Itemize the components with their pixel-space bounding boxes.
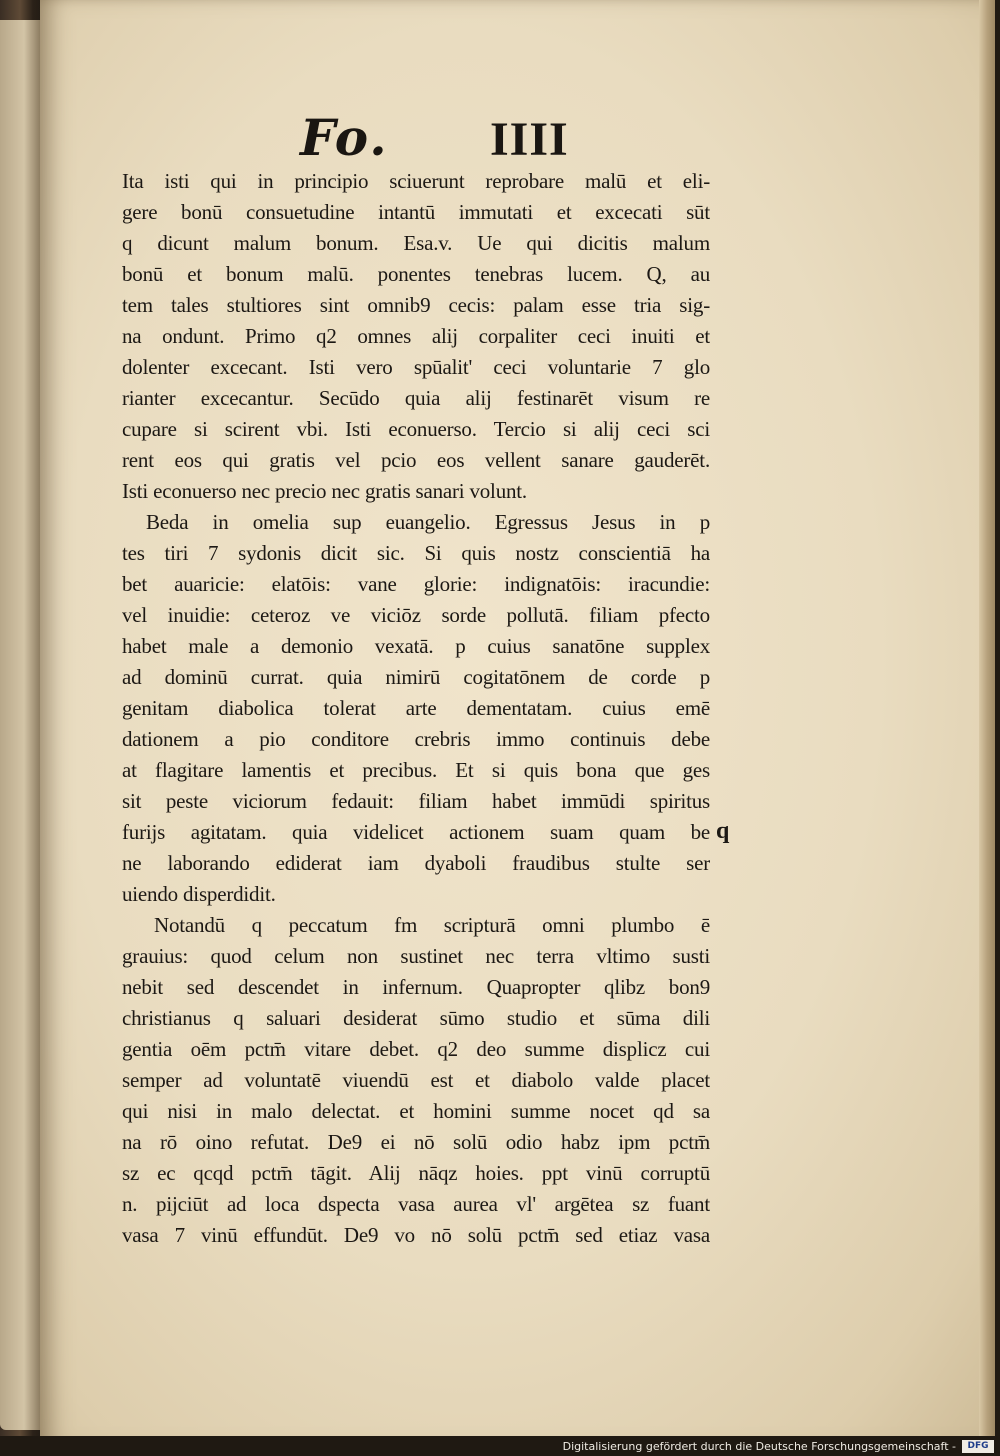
text-line: Beda in omelia sup euangelio. Egressus Jesus in p: [146, 510, 710, 534]
text-line: n. pijciūt ad loca dspecta vasa aurea vl' argētea sz fuant: [122, 1192, 710, 1216]
text-line: habet male a demonio vexatā. p cuius sanatōne supplex: [122, 634, 710, 658]
text-line: ne laborando ediderat iam dyaboli fraudibus stulte ser: [122, 851, 710, 875]
folio-number: IIII: [490, 113, 569, 166]
text-line: Ita isti qui in principio sciuerunt reprobare malū et eli-: [122, 169, 710, 193]
text-line: na ondunt. Primo q2 omnes alij corpaliter ceci inuiti et: [122, 324, 710, 348]
text-line: q dicunt malum bonum. Esa.v. Ue qui dicitis malum: [122, 231, 710, 255]
text-line: bonū et bonum malū. ponentes tenebras lucem. Q, au: [122, 262, 710, 286]
text-line: tes tiri 7 sydonis dicit sic. Si quis nostz conscientiā ha: [122, 541, 710, 565]
footer-credit: Digitalisierung gefördert durch die Deutsche Forschungsgemeinschaft -: [562, 1440, 956, 1453]
text-line: vel inuidie: ceteroz ve viciōz sorde pollutā. filiam pfecto: [122, 603, 710, 627]
text-line: uiendo disperdidit.: [122, 882, 276, 906]
text-line: rianter excecantur. Secūdo quia alij festinarēt visum re: [122, 386, 710, 410]
text-line: grauius: quod celum non sustinet nec terra vltimo susti: [122, 944, 710, 968]
text-line: gere bonū consuetudine intantū immutati et excecati sūt: [122, 200, 710, 224]
text-line: genitam diabolica tolerat arte dementatam. cuius emē: [122, 696, 710, 720]
text-line: furijs agitatam. quia videlicet actionem suam quam be: [122, 820, 710, 844]
folio-header: [300, 108, 600, 168]
text-line: vasa 7 vinū effundūt. De9 vo nō solū pctm̄ sed etiaz vasa: [122, 1223, 710, 1247]
text-line: at flagitare lamentis et precibus. Et si quis bona que ges: [122, 758, 710, 782]
text-line: semper ad voluntatē viuendū est et diabolo valde placet: [122, 1068, 710, 1092]
text-line: nebit sed descendet in infernum. Quapropter qlibz bon9: [122, 975, 710, 999]
text-line: cupare si scirent vbi. Isti econuerso. Tercio si alij ceci sci: [122, 417, 710, 441]
text-line: dolenter excecant. Isti vero spūalit' ceci voluntarie 7 glo: [122, 355, 710, 379]
text-line: Isti econuerso nec precio nec gratis sanari volunt.: [122, 479, 527, 503]
previous-page-edge: [0, 20, 40, 1430]
text-line: sz ec qcqd pctm̄ tāgit. Alij nāqz hoies. ppt vinū corruptū: [122, 1161, 710, 1185]
text-line: rent eos qui gratis vel pcio eos vellent sanare gauderēt.: [122, 448, 710, 472]
text-line: gentia oēm pctm̄ vitare debet. q2 deo summe displicz cui: [122, 1037, 710, 1061]
text-column: [122, 166, 710, 1251]
folio-prefix: Fo.: [300, 108, 389, 167]
text-line: christianus q saluari desiderat sūmo studio et sūma dili: [122, 1006, 710, 1030]
text-line: sit peste viciorum fedauit: filiam habet immūdi spiritus: [122, 789, 710, 813]
text-line: qui nisi in malo delectat. et homini summe nocet qd sa: [122, 1099, 710, 1123]
page-fore-edge: [979, 0, 995, 1445]
text-line: dationem a pio conditore crebris immo continuis debe: [122, 727, 710, 751]
text-line: na rō oino refutat. De9 ei nō solū odio habz ipm pctm̄: [122, 1130, 710, 1154]
text-line: Notandū q peccatum fm scripturā omni plumbo ē: [154, 913, 710, 937]
marginal-note: q: [716, 818, 730, 844]
text-line: tem tales stultiores sint omnib9 cecis: palam esse tria sig-: [122, 293, 710, 317]
text-line: ad dominū currat. quia nimirū cogitatōnem de corde p: [122, 665, 710, 689]
dfg-logo-icon: DFG: [962, 1440, 994, 1453]
text-line: bet auaricie: elatōis: vane glorie: indignatōis: iracundie:: [122, 572, 710, 596]
digitization-footer: [0, 1436, 1000, 1456]
